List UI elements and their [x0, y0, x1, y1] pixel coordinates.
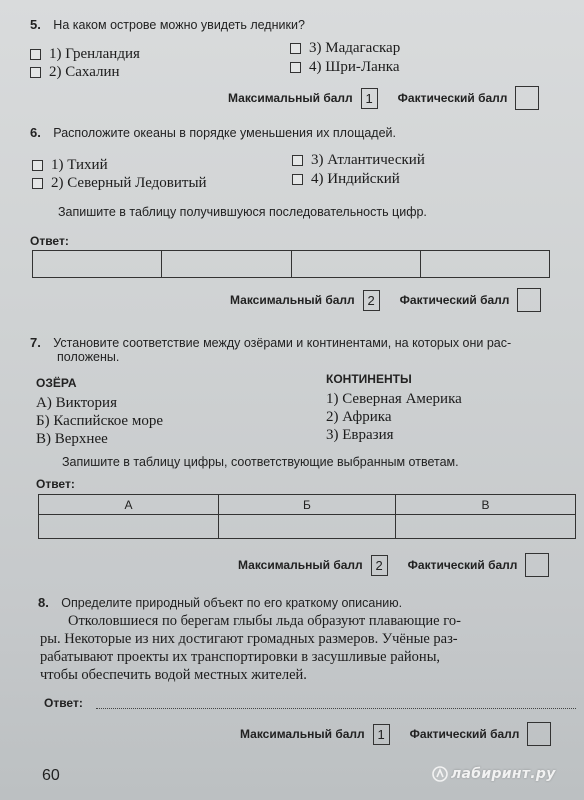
lakes-header: ОЗЁРА — [36, 376, 77, 390]
option-1[interactable] — [30, 46, 140, 63]
question-8 — [38, 594, 402, 612]
answer-cell[interactable] — [396, 515, 576, 539]
answer-cell[interactable] — [291, 251, 420, 278]
actual-score-label: Фактический балл — [409, 727, 520, 741]
table-header-b: Б — [218, 495, 395, 515]
option-label: 4) Шри-Ланка — [309, 59, 400, 75]
actual-score-box[interactable] — [525, 553, 549, 577]
question-text: Определите природный объект по его краткому описанию. — [61, 596, 403, 610]
description-line: ры. Некоторые из них достигают громадных размеров. Учёные раз- — [40, 631, 458, 647]
max-score-value: 1 — [373, 724, 390, 745]
option-1[interactable] — [32, 157, 108, 174]
answer-cell[interactable] — [218, 515, 395, 539]
option-label: 2) Северный Ледовитый — [51, 175, 207, 191]
actual-score-box[interactable] — [515, 86, 539, 110]
max-score-label: Максимальный балл — [240, 727, 365, 741]
lake-item: В) Верхнее — [36, 431, 108, 447]
actual-score-box[interactable] — [527, 722, 551, 746]
max-score-label: Максимальный балл — [228, 91, 353, 105]
continent-item: 3) Евразия — [326, 427, 394, 443]
option-4[interactable] — [292, 171, 400, 188]
question-text-cont: положены. — [57, 350, 120, 364]
continent-item: 1) Северная Америка — [326, 391, 462, 407]
actual-score-label: Фактический балл — [399, 293, 510, 307]
checkbox[interactable] — [292, 155, 303, 166]
max-score-value: 2 — [363, 290, 380, 311]
max-score-label: Максимальный балл — [230, 293, 355, 307]
question-number: 7. — [30, 335, 41, 350]
continents-list — [326, 390, 462, 444]
checkbox[interactable] — [290, 43, 301, 54]
answer-cell[interactable] — [420, 251, 549, 278]
description-line: чтобы обеспечить водой местных жителей. — [40, 667, 307, 683]
answer-line[interactable] — [96, 708, 576, 709]
watermark — [432, 766, 556, 782]
checkbox[interactable] — [30, 67, 41, 78]
answer-label: Ответ: — [30, 234, 69, 248]
table-header-a: А — [39, 495, 219, 515]
watermark-text: лабиринт.ру — [451, 766, 556, 782]
answer-table — [32, 250, 550, 278]
lakes-list — [36, 394, 163, 448]
score-row-7 — [238, 553, 549, 577]
question-number: 8. — [38, 595, 49, 610]
continent-item: 2) Африка — [326, 409, 392, 425]
option-label: 2) Сахалин — [49, 64, 120, 80]
actual-score-label: Фактический балл — [397, 91, 508, 105]
checkbox[interactable] — [290, 62, 301, 73]
labirint-logo-icon — [432, 766, 448, 782]
continents-header: КОНТИНЕНТЫ — [326, 372, 412, 386]
option-2[interactable] — [32, 175, 207, 192]
score-row-8 — [240, 722, 551, 746]
question-6 — [30, 124, 396, 142]
score-row-6 — [230, 288, 541, 312]
lake-item: Б) Каспийское море — [36, 413, 163, 429]
option-label: 4) Индийский — [311, 171, 400, 187]
page-number: 60 — [42, 767, 60, 784]
checkbox[interactable] — [32, 160, 43, 171]
question-text: Расположите океаны в порядке уменьшения их площадей. — [53, 126, 397, 140]
instruction-text: Запишите в таблицу цифры, соответствующие выбранным ответам. — [62, 455, 459, 469]
answer-label: Ответ: — [36, 477, 75, 491]
question-text: Установите соответствие между озёрами и континентами, на которых они рас- — [53, 336, 512, 350]
option-2[interactable] — [30, 64, 120, 81]
lake-item: А) Виктория — [36, 395, 117, 411]
option-3[interactable] — [290, 40, 400, 57]
checkbox[interactable] — [30, 49, 41, 60]
description-line: Отколовшиеся по берегам глыбы льда образуют плавающие го- — [68, 613, 461, 629]
max-score-value: 1 — [361, 88, 378, 109]
question-text: На каком острове можно увидеть ледники? — [53, 18, 305, 32]
option-label: 3) Мадагаскар — [309, 40, 401, 56]
description-line: рабатывают проекты их транспортировки в засушливые районы, — [40, 649, 441, 665]
option-label: 1) Тихий — [51, 157, 108, 173]
question-5 — [30, 16, 305, 34]
actual-score-box[interactable] — [517, 288, 541, 312]
checkbox[interactable] — [292, 174, 303, 185]
checkbox[interactable] — [32, 178, 43, 189]
instruction-text: Запишите в таблицу получившуюся последовательность цифр. — [58, 205, 427, 219]
max-score-value: 2 — [371, 555, 388, 576]
max-score-label: Максимальный балл — [238, 558, 363, 572]
question-number: 6. — [30, 125, 41, 140]
answer-table — [38, 494, 576, 539]
option-label: 1) Гренландия — [49, 46, 140, 62]
answer-label: Ответ: — [44, 696, 83, 710]
table-header-v: В — [396, 495, 576, 515]
answer-cell[interactable] — [33, 251, 162, 278]
option-4[interactable] — [290, 59, 399, 76]
option-3[interactable] — [292, 152, 425, 169]
answer-cell[interactable] — [162, 251, 291, 278]
description-text — [40, 612, 580, 684]
actual-score-label: Фактический балл — [407, 558, 518, 572]
question-number: 5. — [30, 17, 41, 32]
option-label: 3) Атлантический — [311, 152, 425, 168]
score-row-5 — [228, 86, 539, 110]
answer-cell[interactable] — [39, 515, 219, 539]
